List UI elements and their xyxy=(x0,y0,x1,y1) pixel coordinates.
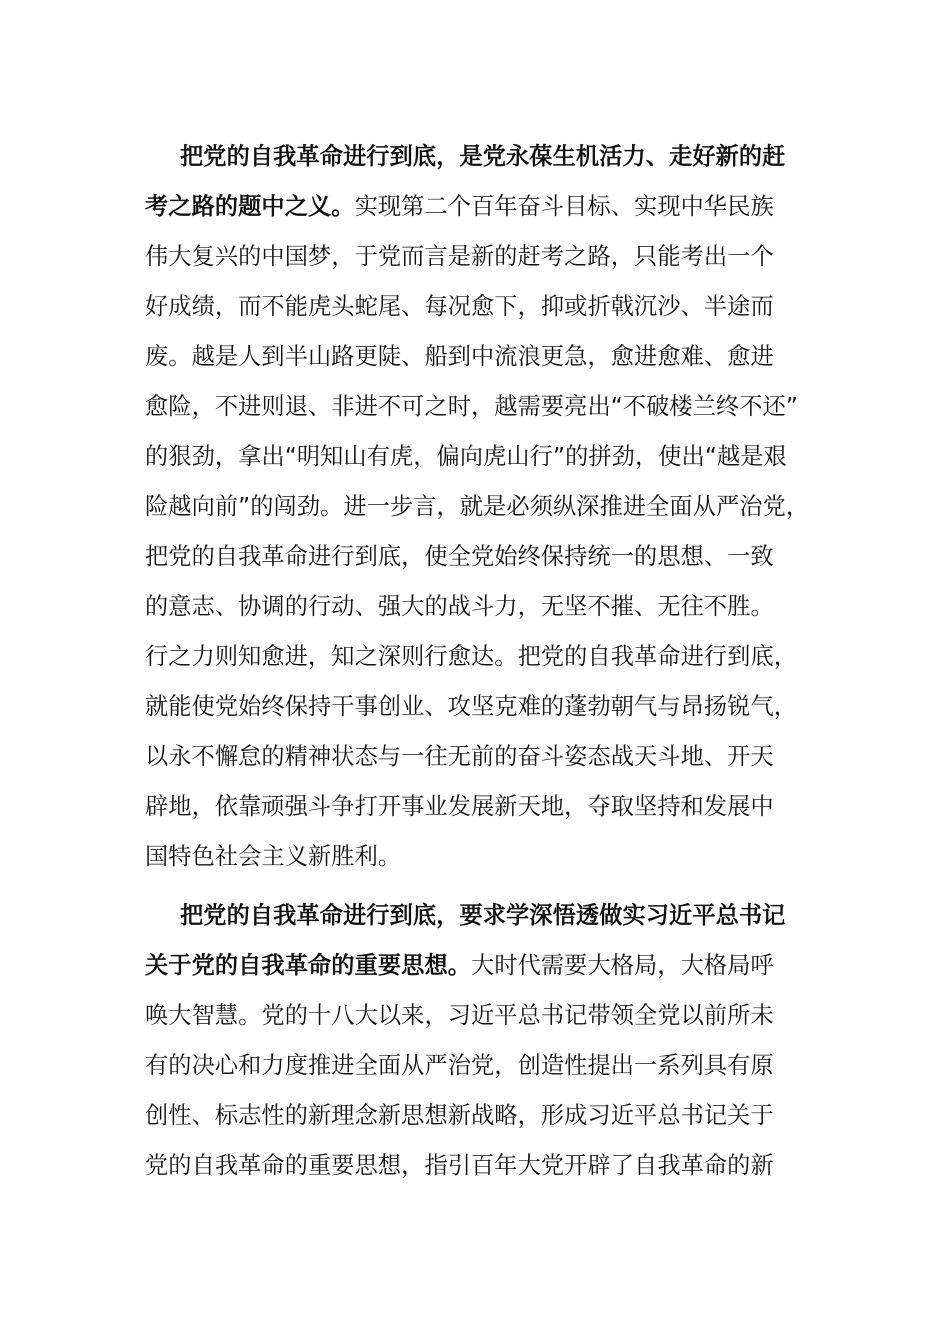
text-line xyxy=(145,332,825,382)
body-text: 唤大智慧。党的十八大以来，习近平总书记带领全党以前所未 xyxy=(145,1002,774,1029)
paragraph-1 xyxy=(145,132,825,882)
body-text: 创性、标志性的新理念新思想新战略，形成习近平总书记关于 xyxy=(145,1102,774,1129)
text-line xyxy=(145,991,825,1041)
text-line xyxy=(145,682,825,732)
bold-lead-text: 把党的自我革命进行到底，要求学深悟透做实习近平总书记 xyxy=(180,902,786,929)
body-text: 辟地，依靠顽强斗争打开事业发展新天地，夺取坚持和发展中 xyxy=(145,793,774,820)
text-line xyxy=(145,782,825,832)
bold-lead-text: 考之路的题中之义。 xyxy=(145,193,355,220)
bold-lead-text: 关于党的自我革命的重要思想。 xyxy=(145,952,472,979)
body-text: 国特色社会主义新胜利。 xyxy=(145,843,402,870)
text-line xyxy=(145,832,825,882)
body-text: 把党的自我革命进行到底，使全党始终保持统一的思想、一致 xyxy=(145,543,774,570)
text-line xyxy=(145,432,825,482)
body-text: 的意志、协调的行动、强大的战斗力，无坚不摧、无往不胜。 xyxy=(145,593,774,620)
text-line xyxy=(145,732,825,782)
text-line xyxy=(145,632,825,682)
text-line xyxy=(145,891,825,941)
text-line xyxy=(145,532,825,582)
body-text: 党的自我革命的重要思想，指引百年大党开辟了自我革命的新 xyxy=(145,1152,774,1179)
text-line xyxy=(145,282,825,332)
body-text: 实现第二个百年奋斗目标、实现中华民族 xyxy=(354,193,774,220)
text-line xyxy=(145,941,825,991)
body-text: 伟大复兴的中国梦，于党而言是新的赶考之路，只能考出一个 xyxy=(145,243,774,270)
body-text: 好成绩，而不能虎头蛇尾、每况愈下，抑或折戟沉沙、半途而 xyxy=(145,293,774,320)
body-text: 以永不懈怠的精神状态与一往无前的奋斗姿态战天斗地、开天 xyxy=(145,743,774,770)
body-text: 行之力则知愈进，知之深则行愈达。把党的自我革命进行到底， xyxy=(145,643,798,670)
body-text: 有的决心和力度推进全面从严治党，创造性提出一系列具有原 xyxy=(145,1052,774,1079)
text-line xyxy=(145,232,825,282)
body-text: 险越向前”的闯劲。进一步言，就是必须纵深推进全面从严治党， xyxy=(145,493,810,520)
text-line xyxy=(145,1041,825,1091)
text-line xyxy=(145,382,825,432)
body-text: 愈险，不进则退、非进不可之时，越需要亮出“不破楼兰终不还” xyxy=(145,393,798,420)
bold-lead-text: 把党的自我革命进行到底，是党永葆生机活力、走好新的赶 xyxy=(180,143,786,170)
text-line xyxy=(145,132,825,182)
body-text: 的狠劲，拿出“明知山有虎，偏向虎山行”的拼劲，使出“越是艰 xyxy=(145,443,787,470)
text-line xyxy=(145,582,825,632)
body-text: 就能使党始终保持干事创业、攻坚克难的蓬勃朝气与昂扬锐气， xyxy=(145,693,798,720)
text-line xyxy=(145,1141,825,1191)
body-text: 废。越是人到半山路更陡、船到中流浪更急，愈进愈难、愈进 xyxy=(145,343,774,370)
text-line xyxy=(145,482,825,532)
text-line xyxy=(145,182,825,232)
text-line xyxy=(145,1091,825,1141)
paragraph-2 xyxy=(145,891,825,1191)
body-text: 大时代需要大格局，大格局呼 xyxy=(471,952,774,979)
